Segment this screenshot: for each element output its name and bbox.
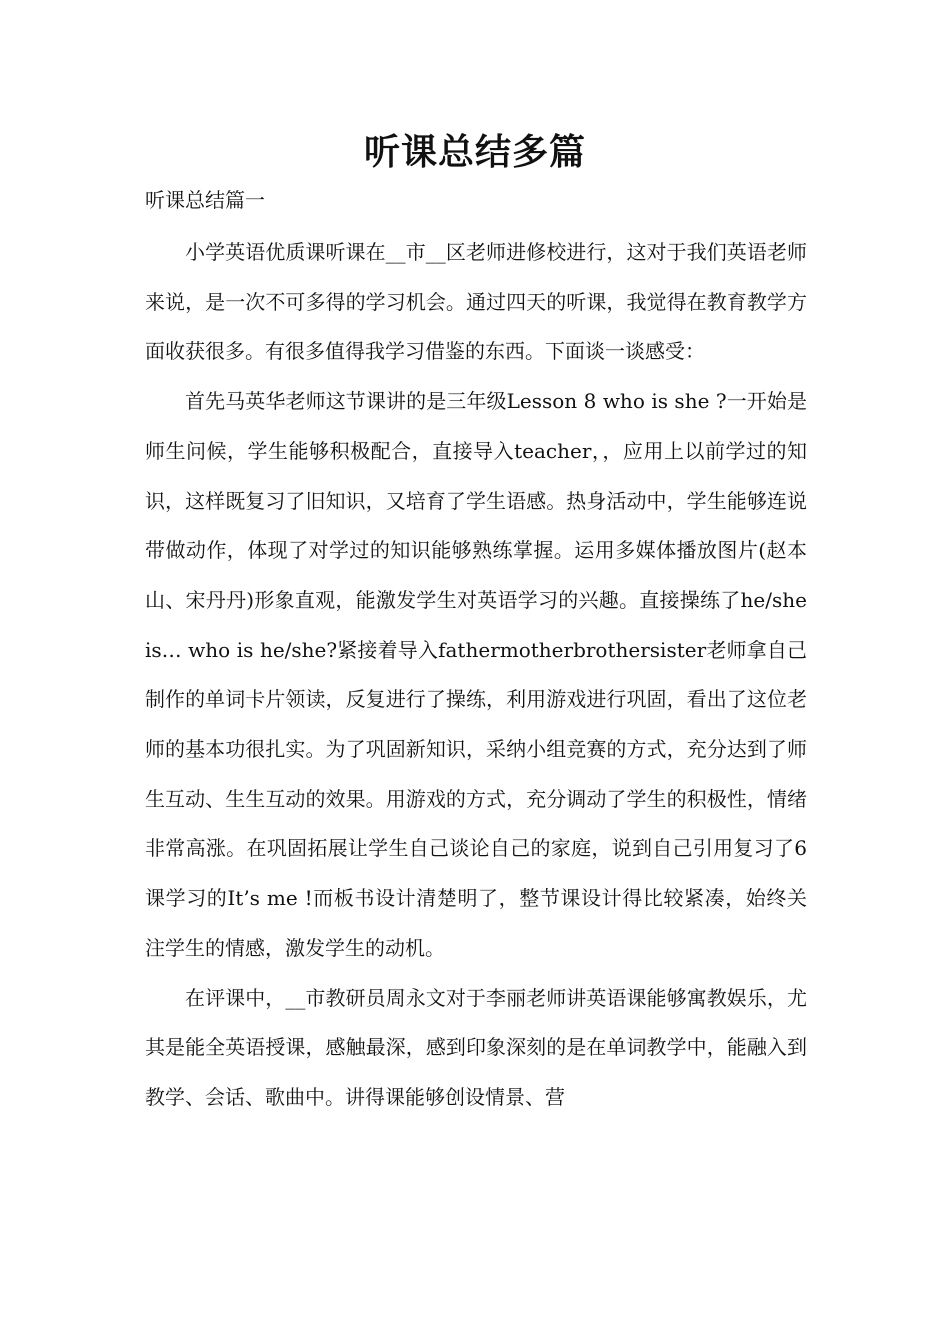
paragraph-intro: 小学英语优质课听课在__市__区老师进修校进行，这对于我们英语老师来说，是一次不可多得的学习机会。通过四天的听课，我觉得在教育教学方面收获很多。有很多值得我学习借鉴的东西。下面谈一谈感受： xyxy=(145,240,807,364)
paragraph-lesson-review: 首先马英华老师这节课讲的是三年级Lesson 8 who is she ?一开始是师生问候，学生能够积极配合，直接导入teacher，，应用上以前学过的知识，这样既复习了旧知识，又培育了学生语感。热身活动中，学生能够连说带做动作，体现了对学过的知识能够熟练掌握。运用多媒体播放图片(赵本山、宋丹丹)形象直观，能激发学生对英语学习的兴趣。直接操练了he/she is… who is he/she?紧接着导入fathermotherbrothersister老师拿自己制作的单词卡片领读，反复进行了操练，利用游戏进行巩固，看出了这位老师的基本功很扎实。为了巩固新知识，采纳小组竞赛的方式，充分达到了师生互动、生生互动的效果。用游戏的方式，充分调动了学生的积极性，情绪非常高涨。在巩固拓展让学生自己谈论自己的家庭，说到自己引用复习了6课学习的It’s me !而板书设计清楚明了，整节课设计得比较紧凑，始终关注学生的情感，激发学生的动机。 xyxy=(145,389,807,960)
paragraph-evaluation: 在评课中，__市教研员周永文对于李丽老师讲英语课能够寓教娱乐，尤其是能全英语授课，感触最深，感到印象深刻的是在单词教学中，能融入到教学、会话、歌曲中。讲得课能够创设情景、营 xyxy=(145,985,807,1109)
document-body xyxy=(145,228,807,1123)
section-heading: 听课总结篇一 xyxy=(145,188,265,212)
document-title: 听课总结多篇 xyxy=(363,131,586,173)
